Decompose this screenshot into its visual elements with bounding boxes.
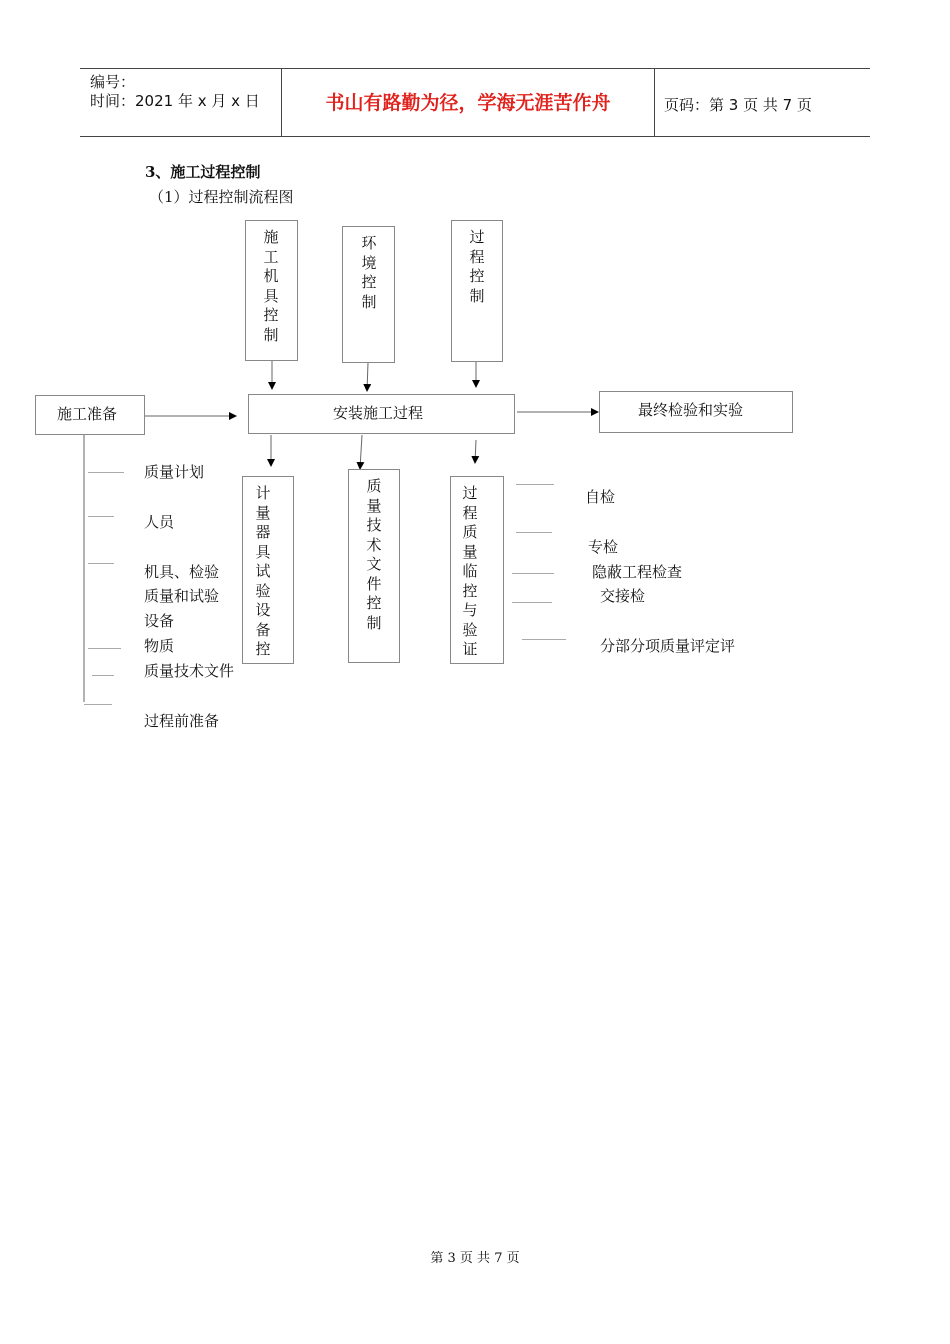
box-measuring-equipment-label: 计量器具试验设备控	[255, 484, 271, 658]
box-final-inspection-label: 最终检验和实验	[638, 401, 744, 419]
verify-item: 专检	[588, 538, 619, 556]
box-process-control-label: 过程控制	[469, 228, 485, 305]
verify-item: 交接检	[600, 587, 646, 605]
box-technical-documents-label: 质量技术文件控制	[366, 477, 382, 632]
prep-tick	[88, 516, 114, 517]
box-install-process-label: 安装施工过程	[333, 404, 424, 422]
header-motto: 书山有路勤为径，学海无涯苦作舟	[325, 92, 611, 114]
prep-item: 机具、检验	[144, 563, 220, 581]
prep-tick	[88, 648, 121, 649]
verify-tick	[516, 484, 554, 485]
box-process-verification-label: 过程质量临控与验证	[462, 484, 478, 658]
verify-tick	[522, 639, 566, 640]
box-environment-control-label: 环境控制	[361, 234, 377, 311]
prep-item: 过程前准备	[144, 712, 220, 730]
section-subtitle: （1）过程控制流程图	[149, 188, 294, 206]
verify-tick	[512, 602, 552, 603]
prep-item: 设备	[144, 612, 175, 630]
prep-tick	[84, 704, 112, 705]
prep-item: 物质	[144, 637, 175, 655]
verify-tick	[512, 573, 554, 574]
verify-tick	[516, 532, 552, 533]
page-footer: 第 3 页 共 7 页	[430, 1251, 520, 1266]
prep-item: 质量计划	[144, 463, 205, 481]
prep-tick	[88, 563, 114, 564]
prep-item: 质量技术文件	[144, 662, 235, 680]
verify-item: 分部分项质量评定评	[600, 637, 736, 655]
box-construction-prep-label: 施工准备	[57, 405, 118, 423]
section-title: 3、施工过程控制	[145, 163, 261, 181]
prep-tick	[88, 472, 124, 473]
prep-item: 人员	[144, 513, 175, 531]
doc-time-label: 时间：2021 年 x 月 x 日	[90, 92, 260, 110]
prep-tick	[92, 675, 114, 676]
prep-item: 质量和试验	[144, 587, 220, 605]
page-indicator: 页码：第 3 页 共 7 页	[664, 96, 812, 114]
doc-number-label: 编号：	[90, 73, 136, 91]
verify-item: 隐蔽工程检查	[592, 563, 683, 581]
verify-item: 自检	[585, 488, 616, 506]
box-tool-control-label: 施工机具控制	[263, 228, 279, 344]
